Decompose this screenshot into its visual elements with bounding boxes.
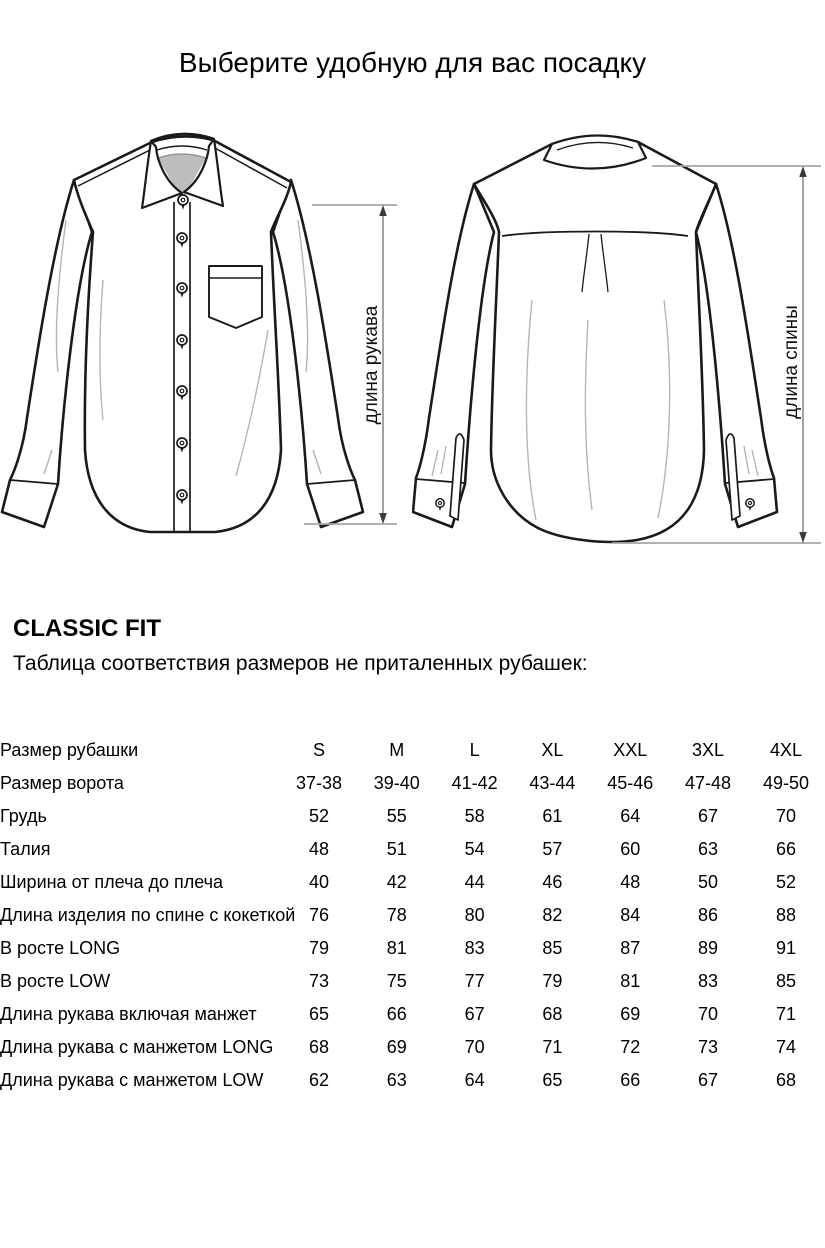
table-row xyxy=(0,866,825,899)
size-value-cell: 70 xyxy=(698,1004,719,1024)
size-value-cell: 85 xyxy=(775,971,796,991)
size-value-cell: 63 xyxy=(386,1070,407,1090)
table-row xyxy=(0,767,825,800)
size-value-cell: 52 xyxy=(775,872,796,892)
size-value-cell: 61 xyxy=(542,806,563,826)
size-value-cell: 63 xyxy=(698,839,719,859)
shirt-front-drawing xyxy=(0,120,412,590)
row-label: Ширина от плеча до плеча xyxy=(0,872,224,892)
shirt-back-drawing xyxy=(412,120,825,590)
back-body xyxy=(474,136,716,541)
size-value-cell: 4XL xyxy=(769,740,802,760)
size-value-cell: L xyxy=(469,740,480,760)
size-value-cell: 69 xyxy=(386,1037,407,1057)
size-value-cell: 76 xyxy=(308,905,329,925)
row-label: Длина рукава с манжетом LONG xyxy=(0,1037,274,1057)
table-row xyxy=(0,899,825,932)
size-value-cell: 78 xyxy=(386,905,407,925)
front-pocket xyxy=(209,266,262,328)
size-table xyxy=(0,734,825,1097)
size-value-cell: 68 xyxy=(308,1037,329,1057)
size-value-cell: 81 xyxy=(386,938,407,958)
size-value-cell: 82 xyxy=(542,905,563,925)
size-value-cell: 55 xyxy=(386,806,407,826)
size-value-cell: 73 xyxy=(698,1037,719,1057)
table-row xyxy=(0,932,825,965)
size-value-cell: 65 xyxy=(542,1070,563,1090)
size-value-cell: 89 xyxy=(698,938,719,958)
table-row xyxy=(0,998,825,1031)
size-value-cell: S xyxy=(312,740,325,760)
size-value-cell: 84 xyxy=(620,905,641,925)
size-value-cell: 81 xyxy=(620,971,641,991)
table-row xyxy=(0,1064,825,1097)
size-value-cell: 52 xyxy=(308,806,329,826)
row-label: Длина рукава с манжетом LOW xyxy=(0,1070,264,1090)
size-value-cell: 77 xyxy=(464,971,485,991)
size-value-cell: 44 xyxy=(464,872,485,892)
size-value-cell: 71 xyxy=(542,1037,563,1057)
size-value-cell: 3XL xyxy=(692,740,725,760)
size-value-cell: 46 xyxy=(542,872,563,892)
size-value-cell: 57 xyxy=(542,839,563,859)
size-value-cell: 83 xyxy=(464,938,485,958)
fit-heading: CLASSIC FIT xyxy=(13,615,161,642)
size-value-cell: 60 xyxy=(620,839,641,859)
table-row xyxy=(0,734,825,767)
size-value-cell: 58 xyxy=(464,806,485,826)
size-value-cell: 70 xyxy=(775,806,796,826)
back-collar xyxy=(544,135,646,168)
size-value-cell: 40 xyxy=(308,872,329,892)
size-value-cell: 39-40 xyxy=(373,773,420,793)
size-value-cell: 66 xyxy=(620,1070,641,1090)
size-value-cell: 74 xyxy=(775,1037,796,1057)
size-value-cell: 70 xyxy=(464,1037,485,1057)
size-value-cell: 87 xyxy=(620,938,641,958)
size-value-cell: XL xyxy=(541,740,564,760)
size-value-cell: 43-44 xyxy=(529,773,576,793)
table-row xyxy=(0,800,825,833)
row-label: Талия xyxy=(0,839,51,859)
size-value-cell: 41-42 xyxy=(451,773,498,793)
size-value-cell: 45-46 xyxy=(607,773,654,793)
row-label: Размер ворота xyxy=(0,773,124,793)
size-value-cell: 62 xyxy=(308,1070,329,1090)
size-value-cell: 79 xyxy=(308,938,329,958)
size-value-cell: 48 xyxy=(620,872,641,892)
size-value-cell: 80 xyxy=(464,905,485,925)
size-value-cell: 64 xyxy=(620,806,641,826)
sleeve-length-label: длина рукава xyxy=(361,305,382,425)
row-label: В росте LONG xyxy=(0,938,121,958)
page-title: Выберите удобную для вас посадку xyxy=(178,47,647,78)
size-value-cell: 72 xyxy=(620,1037,641,1057)
size-value-cell: 68 xyxy=(542,1004,563,1024)
size-value-cell: 67 xyxy=(698,1070,719,1090)
row-label: Длина изделия по спине с кокеткой xyxy=(0,905,296,925)
size-value-cell: 37-38 xyxy=(295,773,342,793)
size-value-cell: 88 xyxy=(775,905,796,925)
size-value-cell: 69 xyxy=(620,1004,641,1024)
size-guide-page xyxy=(0,48,825,1248)
size-value-cell: 67 xyxy=(698,806,719,826)
table-row xyxy=(0,965,825,998)
size-value-cell: 42 xyxy=(386,872,407,892)
size-value-cell: 66 xyxy=(775,839,796,859)
size-value-cell: XXL xyxy=(613,740,648,760)
size-value-cell: 48 xyxy=(308,839,329,859)
size-value-cell: 79 xyxy=(542,971,563,991)
size-value-cell: 86 xyxy=(698,905,719,925)
size-value-cell: 64 xyxy=(464,1070,485,1090)
size-value-cell: 91 xyxy=(775,938,796,958)
size-value-cell: 51 xyxy=(386,839,407,859)
size-value-cell: 75 xyxy=(386,971,407,991)
size-value-cell: 50 xyxy=(698,872,719,892)
row-label: Грудь xyxy=(0,806,47,826)
size-value-cell: M xyxy=(389,740,405,760)
size-table-body xyxy=(0,734,825,1097)
row-label: В росте LOW xyxy=(0,971,111,991)
row-label: Размер рубашки xyxy=(0,740,139,760)
size-value-cell: 71 xyxy=(775,1004,796,1024)
size-value-cell: 85 xyxy=(542,938,563,958)
size-value-cell: 67 xyxy=(464,1004,485,1024)
size-value-cell: 83 xyxy=(698,971,719,991)
size-value-cell: 68 xyxy=(775,1070,796,1090)
size-value-cell: 49-50 xyxy=(762,773,809,793)
size-value-cell: 65 xyxy=(308,1004,329,1024)
shirt-figures xyxy=(0,120,825,590)
table-row xyxy=(0,833,825,866)
size-value-cell: 73 xyxy=(308,971,329,991)
size-value-cell: 66 xyxy=(386,1004,407,1024)
table-row xyxy=(0,1031,825,1064)
back-length-label: длина спины xyxy=(781,305,802,419)
size-value-cell: 47-48 xyxy=(685,773,732,793)
size-value-cell: 54 xyxy=(464,839,485,859)
table-caption: Таблица соответствия размеров не приталенных рубашек: xyxy=(13,652,588,675)
row-label: Длина рукава включая манжет xyxy=(0,1004,257,1024)
